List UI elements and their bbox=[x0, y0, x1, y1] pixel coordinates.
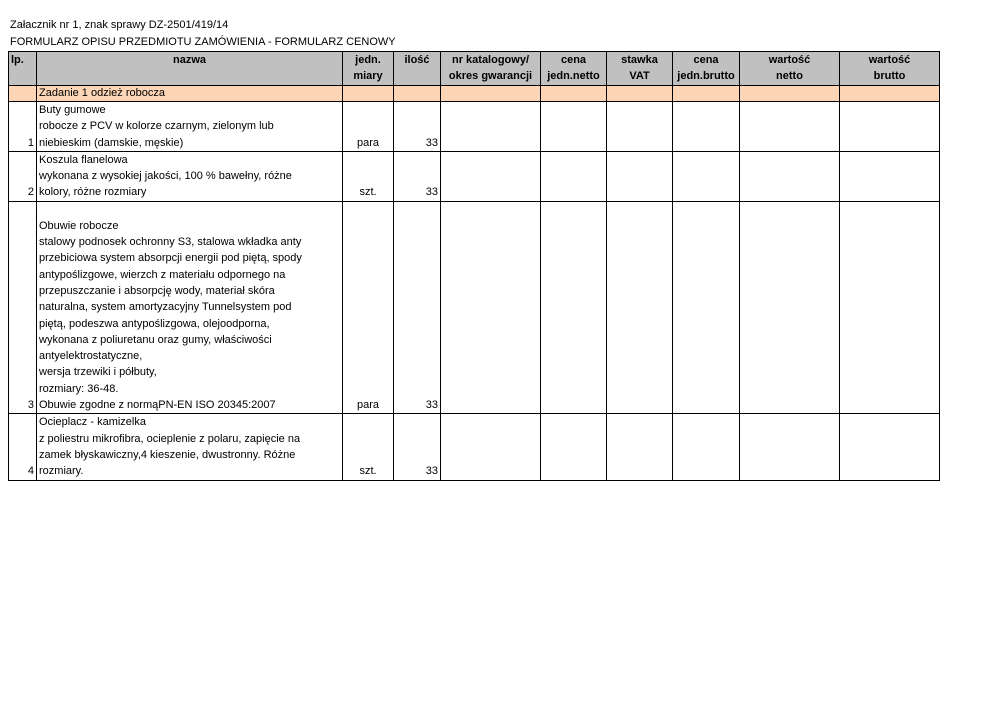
item-unit: szt. bbox=[343, 151, 394, 201]
table-row bbox=[9, 414, 940, 480]
item-name: Ocieplacz - kamizelka z poliestru mikrofibra, ocieplenie z polaru, zapięcie na zamek błyskawiczny,4 kieszenie, dwustronny. Różne rozmiary. bbox=[37, 414, 343, 480]
col-header-nazwa: nazwa bbox=[37, 52, 343, 86]
item-net-price-cell[interactable] bbox=[541, 201, 607, 414]
item-qty: 33 bbox=[394, 102, 441, 152]
price-form-table bbox=[8, 51, 940, 481]
item-catalog-cell[interactable] bbox=[441, 151, 541, 201]
table-row bbox=[9, 151, 940, 201]
item-gross-value-cell[interactable] bbox=[840, 151, 940, 201]
col-header-cena-netto: cena jedn.netto bbox=[541, 52, 607, 86]
item-gross-value-cell[interactable] bbox=[840, 201, 940, 414]
item-lp: 3 bbox=[9, 201, 37, 414]
item-net-value-cell[interactable] bbox=[740, 201, 840, 414]
item-lp: 1 bbox=[9, 102, 37, 152]
col-header-wartosc-brutto: wartość brutto bbox=[840, 52, 940, 86]
item-qty: 33 bbox=[394, 201, 441, 414]
item-qty: 33 bbox=[394, 414, 441, 480]
col-header-stawka-vat: stawka VAT bbox=[607, 52, 673, 86]
form-title: FORMULARZ OPISU PRZEDMIOTU ZAMÓWIENIA - FORMULARZ CENOWY bbox=[10, 36, 396, 48]
item-net-value-cell[interactable] bbox=[740, 151, 840, 201]
item-qty: 33 bbox=[394, 151, 441, 201]
table-row bbox=[9, 201, 940, 414]
section-label: Zadanie 1 odzież robocza bbox=[37, 86, 343, 102]
item-gross-price-cell[interactable] bbox=[673, 102, 740, 152]
item-lp: 2 bbox=[9, 151, 37, 201]
item-name: Buty gumowe robocze z PCV w kolorze czarnym, zielonym lub niebieskim (damskie, męskie) bbox=[37, 102, 343, 152]
item-net-price-cell[interactable] bbox=[541, 151, 607, 201]
item-gross-price-cell[interactable] bbox=[673, 151, 740, 201]
item-net-price-cell[interactable] bbox=[541, 102, 607, 152]
item-name: Koszula flanelowa wykonana z wysokiej jakości, 100 % bawełny, różne kolory, różne rozmiary bbox=[37, 151, 343, 201]
item-unit: para bbox=[343, 102, 394, 152]
item-net-price-cell[interactable] bbox=[541, 414, 607, 480]
col-header-lp: lp. bbox=[9, 52, 37, 86]
item-vat-cell[interactable] bbox=[607, 151, 673, 201]
item-catalog-cell[interactable] bbox=[441, 201, 541, 414]
section-row bbox=[9, 86, 940, 102]
item-vat-cell[interactable] bbox=[607, 201, 673, 414]
item-vat-cell[interactable] bbox=[607, 102, 673, 152]
col-header-wartosc-netto: wartość netto bbox=[740, 52, 840, 86]
table-row bbox=[9, 102, 940, 152]
item-net-value-cell[interactable] bbox=[740, 414, 840, 480]
col-header-cena-brutto: cena jedn.brutto bbox=[673, 52, 740, 86]
item-unit: szt. bbox=[343, 414, 394, 480]
col-header-jedn: jedn. miary bbox=[343, 52, 394, 86]
item-gross-value-cell[interactable] bbox=[840, 414, 940, 480]
item-gross-price-cell[interactable] bbox=[673, 414, 740, 480]
attachment-reference: Załacznik nr 1, znak sprawy DZ-2501/419/14 bbox=[10, 19, 229, 31]
item-name: Obuwie robocze stalowy podnosek ochronny S3, stalowa wkładka anty przebiciowa system absorpcji energii pod piętą, spody antypoślizgowe, wierzch z materiału odpornego na przepuszczanie i absorpcję wody, materiał skóra naturalna, system amortyzacyjny Tunnelsystem pod piętą, podeszwa antypoślizgowa, olejoodporna, wykonana z poliuretanu oraz gumy, właściwości antyelektrostatyczne, wersja trzewiki i półbuty, rozmiary: 36-48. Obuwie zgodne z normąPN-EN ISO 20345:2007 bbox=[37, 201, 343, 414]
item-unit: para bbox=[343, 201, 394, 414]
item-gross-price-cell[interactable] bbox=[673, 201, 740, 414]
item-net-value-cell[interactable] bbox=[740, 102, 840, 152]
item-catalog-cell[interactable] bbox=[441, 414, 541, 480]
col-header-nr-katalogowy: nr katalogowy/ okres gwarancji bbox=[441, 52, 541, 86]
item-catalog-cell[interactable] bbox=[441, 102, 541, 152]
item-gross-value-cell[interactable] bbox=[840, 102, 940, 152]
col-header-ilosc: ilość bbox=[394, 52, 441, 86]
header-row bbox=[9, 52, 940, 86]
item-lp: 4 bbox=[9, 414, 37, 480]
item-vat-cell[interactable] bbox=[607, 414, 673, 480]
